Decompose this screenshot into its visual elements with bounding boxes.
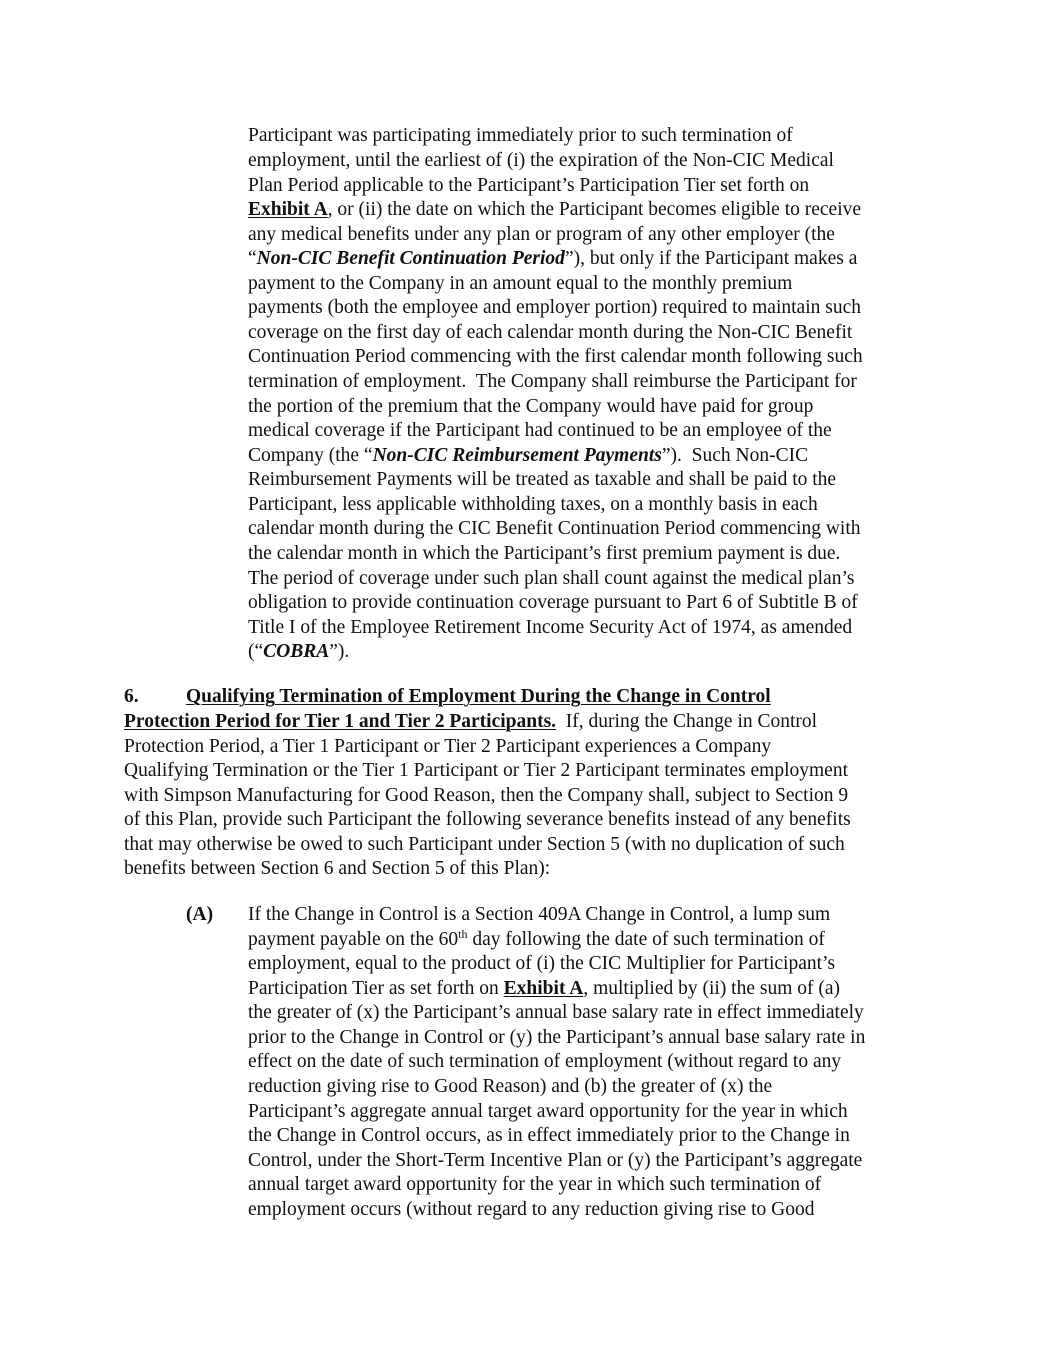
text-line: Title I of the Employee Retirement Income Security Act of 1974, as amended bbox=[248, 617, 853, 638]
text-line bbox=[248, 198, 861, 222]
section-number: 6. bbox=[124, 686, 139, 707]
text-line bbox=[248, 928, 825, 952]
text-span: , or (ii) the date on which the Participant becomes eligible to receive bbox=[327, 199, 862, 220]
text-line bbox=[248, 640, 349, 664]
text-line: Participant’s aggregate annual target award opportunity for the year in which bbox=[248, 1101, 848, 1122]
text-span: Participation Tier as set forth on bbox=[248, 978, 504, 999]
text-span: ”), but only if the Participant makes a bbox=[564, 248, 858, 269]
text-line bbox=[248, 247, 857, 271]
text-line: benefits between Section 6 and Section 5 of this Plan): bbox=[124, 858, 551, 879]
text-line: annual target award opportunity for the year in which such termination of bbox=[248, 1174, 822, 1195]
section-heading: Qualifying Termination of Employment During the Change in Control bbox=[186, 686, 771, 707]
text-line: the calendar month in which the Participant’s first premium payment is due. bbox=[248, 543, 841, 564]
text-line: If the Change in Control is a Section 409A Change in Control, a lump sum bbox=[248, 904, 831, 925]
text-line: Continuation Period commencing with the first calendar month following such bbox=[248, 346, 863, 367]
text-line: that may otherwise be owed to such Participant under Section 5 (with no duplication of such bbox=[124, 834, 845, 855]
text-line: obligation to provide continuation coverage pursuant to Part 6 of Subtitle B of bbox=[248, 592, 858, 613]
text-line: Reimbursement Payments will be treated as taxable and shall be paid to the bbox=[248, 469, 837, 490]
text-line: with Simpson Manufacturing for Good Reason, then the Company shall, subject to Section 9 bbox=[124, 785, 849, 806]
text-span: (“ bbox=[248, 641, 264, 662]
text-line: effect on the date of such termination of employment (without regard to any bbox=[248, 1051, 842, 1072]
exhibit-a-reference: Exhibit A bbox=[248, 199, 328, 220]
text-line: employment occurs (without regard to any reduction giving rise to Good bbox=[248, 1199, 815, 1220]
text-line bbox=[248, 977, 840, 1001]
text-span: If, during the Change in Control bbox=[556, 711, 818, 732]
text-line: the greater of (x) the Participant’s annual base salary rate in effect immediately bbox=[248, 1002, 864, 1023]
text-line bbox=[124, 710, 817, 734]
clause-label: (A) bbox=[186, 904, 214, 925]
text-line: any medical benefits under any plan or program of any other employer (the bbox=[248, 224, 835, 245]
defined-term: Non-CIC Reimbursement Payments bbox=[372, 445, 662, 466]
text-span: , multiplied by (ii) the sum of (a) bbox=[583, 978, 841, 999]
defined-term: COBRA bbox=[263, 641, 330, 662]
text-span: payment payable on the 60 bbox=[248, 929, 459, 950]
text-line: Control, under the Short-Term Incentive Plan or (y) the Participant’s aggregate bbox=[248, 1150, 863, 1171]
text-span: day following the date of such termination of bbox=[467, 929, 825, 950]
text-line: Participant was participating immediately prior to such termination of bbox=[248, 125, 793, 146]
text-line: Qualifying Termination or the Tier 1 Participant or Tier 2 Participant terminates employment bbox=[124, 760, 848, 781]
text-line: The period of coverage under such plan shall count against the medical plan’s bbox=[248, 568, 855, 589]
text-line: termination of employment. The Company shall reimburse the Participant for bbox=[248, 371, 857, 392]
text-line: medical coverage if the Participant had continued to be an employee of the bbox=[248, 420, 832, 441]
text-line: calendar month during the CIC Benefit Continuation Period commencing with bbox=[248, 518, 861, 539]
text-span: “ bbox=[248, 248, 257, 269]
ordinal-superscript: th bbox=[458, 927, 468, 941]
text-line: payment to the Company in an amount equal to the monthly premium bbox=[248, 273, 793, 294]
text-line: of this Plan, provide such Participant the following severance benefits instead of any benefits bbox=[124, 809, 851, 830]
text-span: ”). bbox=[329, 641, 350, 662]
text-line: prior to the Change in Control or (y) the Participant’s annual base salary rate in bbox=[248, 1027, 866, 1048]
text-line: employment, until the earliest of (i) the expiration of the Non-CIC Medical bbox=[248, 150, 834, 171]
section-heading: Protection Period for Tier 1 and Tier 2 Participants. bbox=[124, 711, 557, 732]
text-line: Plan Period applicable to the Participant’s Participation Tier set forth on bbox=[248, 175, 810, 196]
defined-term: Non-CIC Benefit Continuation Period bbox=[256, 248, 565, 269]
text-line: the Change in Control occurs, as in effect immediately prior to the Change in bbox=[248, 1125, 850, 1146]
text-line bbox=[248, 444, 808, 468]
text-span: ”). Such Non-CIC bbox=[661, 445, 809, 466]
text-line: payments (both the employee and employer portion) required to maintain such bbox=[248, 297, 861, 318]
text-line: Protection Period, a Tier 1 Participant or Tier 2 Participant experiences a Company bbox=[124, 736, 772, 757]
text-span: Company (the “ bbox=[248, 445, 373, 466]
text-line: employment, equal to the product of (i) the CIC Multiplier for Participant’s bbox=[248, 953, 836, 974]
text-line: Participant, less applicable withholding taxes, on a monthly basis in each bbox=[248, 494, 818, 515]
text-line: reduction giving rise to Good Reason) and (b) the greater of (x) the bbox=[248, 1076, 773, 1097]
exhibit-a-reference: Exhibit A bbox=[503, 978, 584, 999]
text-line: the portion of the premium that the Company would have paid for group bbox=[248, 396, 814, 417]
text-line: coverage on the first day of each calendar month during the Non-CIC Benefit bbox=[248, 322, 853, 343]
